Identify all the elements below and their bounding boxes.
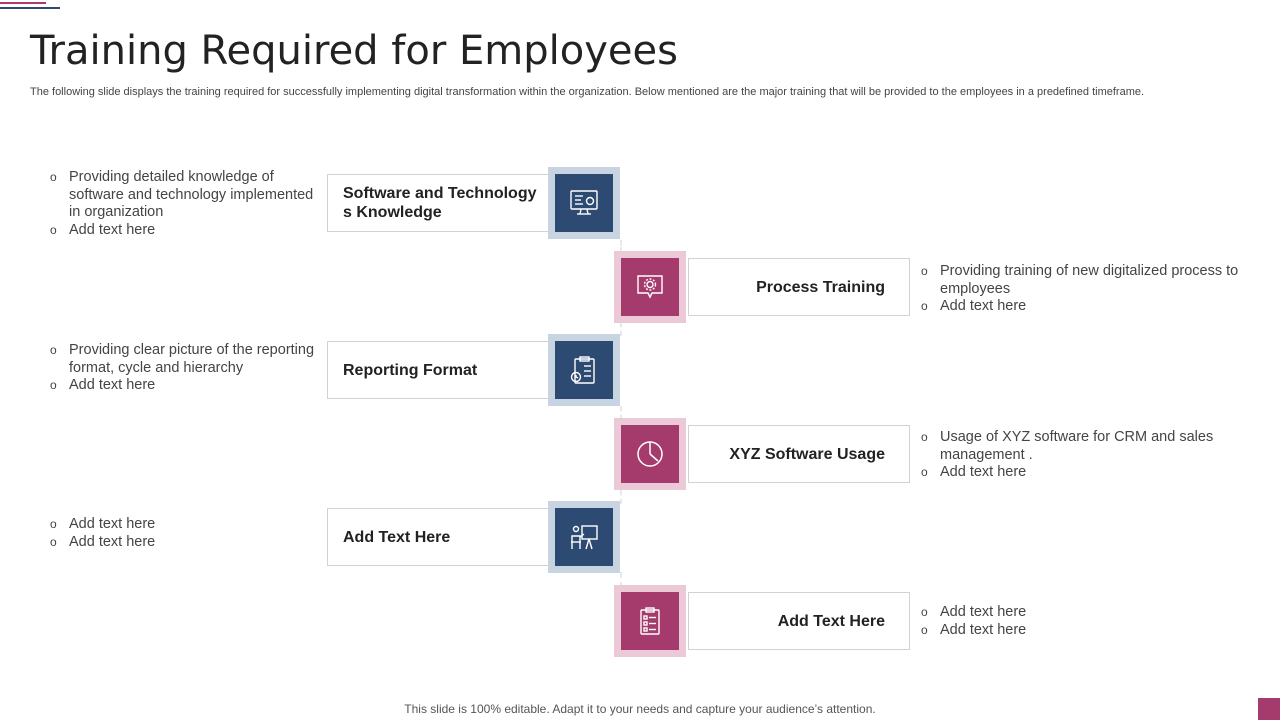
list-item: o Providing clear picture of the reporting format, cycle and hierarchy bbox=[50, 342, 320, 377]
training-6-title: Add Text Here bbox=[777, 612, 885, 630]
training-4-icon-tile bbox=[614, 418, 686, 490]
training-4-bullets bbox=[921, 429, 1241, 482]
training-1-title: Software and Technology s Knowledge bbox=[343, 185, 537, 221]
slide-footer: This slide is 100% editable. Adapt it to your needs and capture your audience’s attention. bbox=[404, 702, 876, 716]
training-3-title: Reporting Format bbox=[343, 361, 478, 379]
training-2-bullets bbox=[921, 263, 1241, 316]
training-1-title-box bbox=[327, 174, 549, 232]
training-2-icon-tile bbox=[614, 251, 686, 323]
computer-monitor-icon bbox=[567, 186, 601, 220]
training-3-bullets bbox=[50, 342, 320, 395]
list-item: o Add text here bbox=[921, 604, 1241, 622]
checklist-icon bbox=[633, 604, 667, 638]
list-item: o Providing training of new digitalized process to employees bbox=[921, 263, 1241, 298]
top-accent-line-blue bbox=[0, 7, 60, 9]
training-4-title: XYZ Software Usage bbox=[729, 445, 885, 463]
list-item: o Add text here bbox=[50, 222, 320, 240]
list-item: o Add text here bbox=[921, 298, 1241, 316]
training-3-icon-tile bbox=[548, 334, 620, 406]
training-6-title-box bbox=[688, 592, 910, 650]
list-item: o Add text here bbox=[50, 377, 320, 395]
training-6-icon-tile bbox=[614, 585, 686, 657]
training-2-title-box bbox=[688, 258, 910, 316]
training-5-title: Add Text Here bbox=[343, 528, 451, 546]
top-accent-line-pink bbox=[0, 2, 46, 4]
slide-title: Training Required for Employees bbox=[30, 28, 678, 74]
slide-subtitle: The following slide displays the training required for successfully implementing digital transformation within the organization. Below mentioned are the major training that will be provided to the employees in a predefined timeframe. bbox=[30, 86, 1145, 98]
training-6-bullets bbox=[921, 604, 1241, 639]
training-1-icon-tile bbox=[548, 167, 620, 239]
training-5-title-box bbox=[327, 508, 549, 566]
list-item: o Add text here bbox=[50, 516, 320, 534]
training-4-title-box bbox=[688, 425, 910, 483]
clipboard-clock-icon bbox=[567, 353, 601, 387]
list-item: o Usage of XYZ software for CRM and sales management . bbox=[921, 429, 1241, 464]
training-1-bullets bbox=[50, 169, 320, 239]
connector-line bbox=[620, 322, 622, 336]
list-item: o Add text here bbox=[50, 534, 320, 552]
training-5-icon-tile bbox=[548, 501, 620, 573]
list-item: o Add text here bbox=[921, 622, 1241, 640]
corner-accent-square bbox=[1258, 698, 1280, 720]
training-3-title-box bbox=[327, 341, 549, 399]
training-5-bullets bbox=[50, 516, 320, 551]
presentation-board-icon bbox=[567, 520, 601, 554]
gear-chat-icon bbox=[633, 270, 667, 304]
pie-clock-icon bbox=[633, 437, 667, 471]
list-item: o Providing detailed knowledge of software and technology implemented in organization bbox=[50, 169, 320, 222]
list-item: o Add text here bbox=[921, 464, 1241, 482]
training-2-title: Process Training bbox=[756, 278, 885, 296]
connector-line bbox=[620, 490, 622, 504]
